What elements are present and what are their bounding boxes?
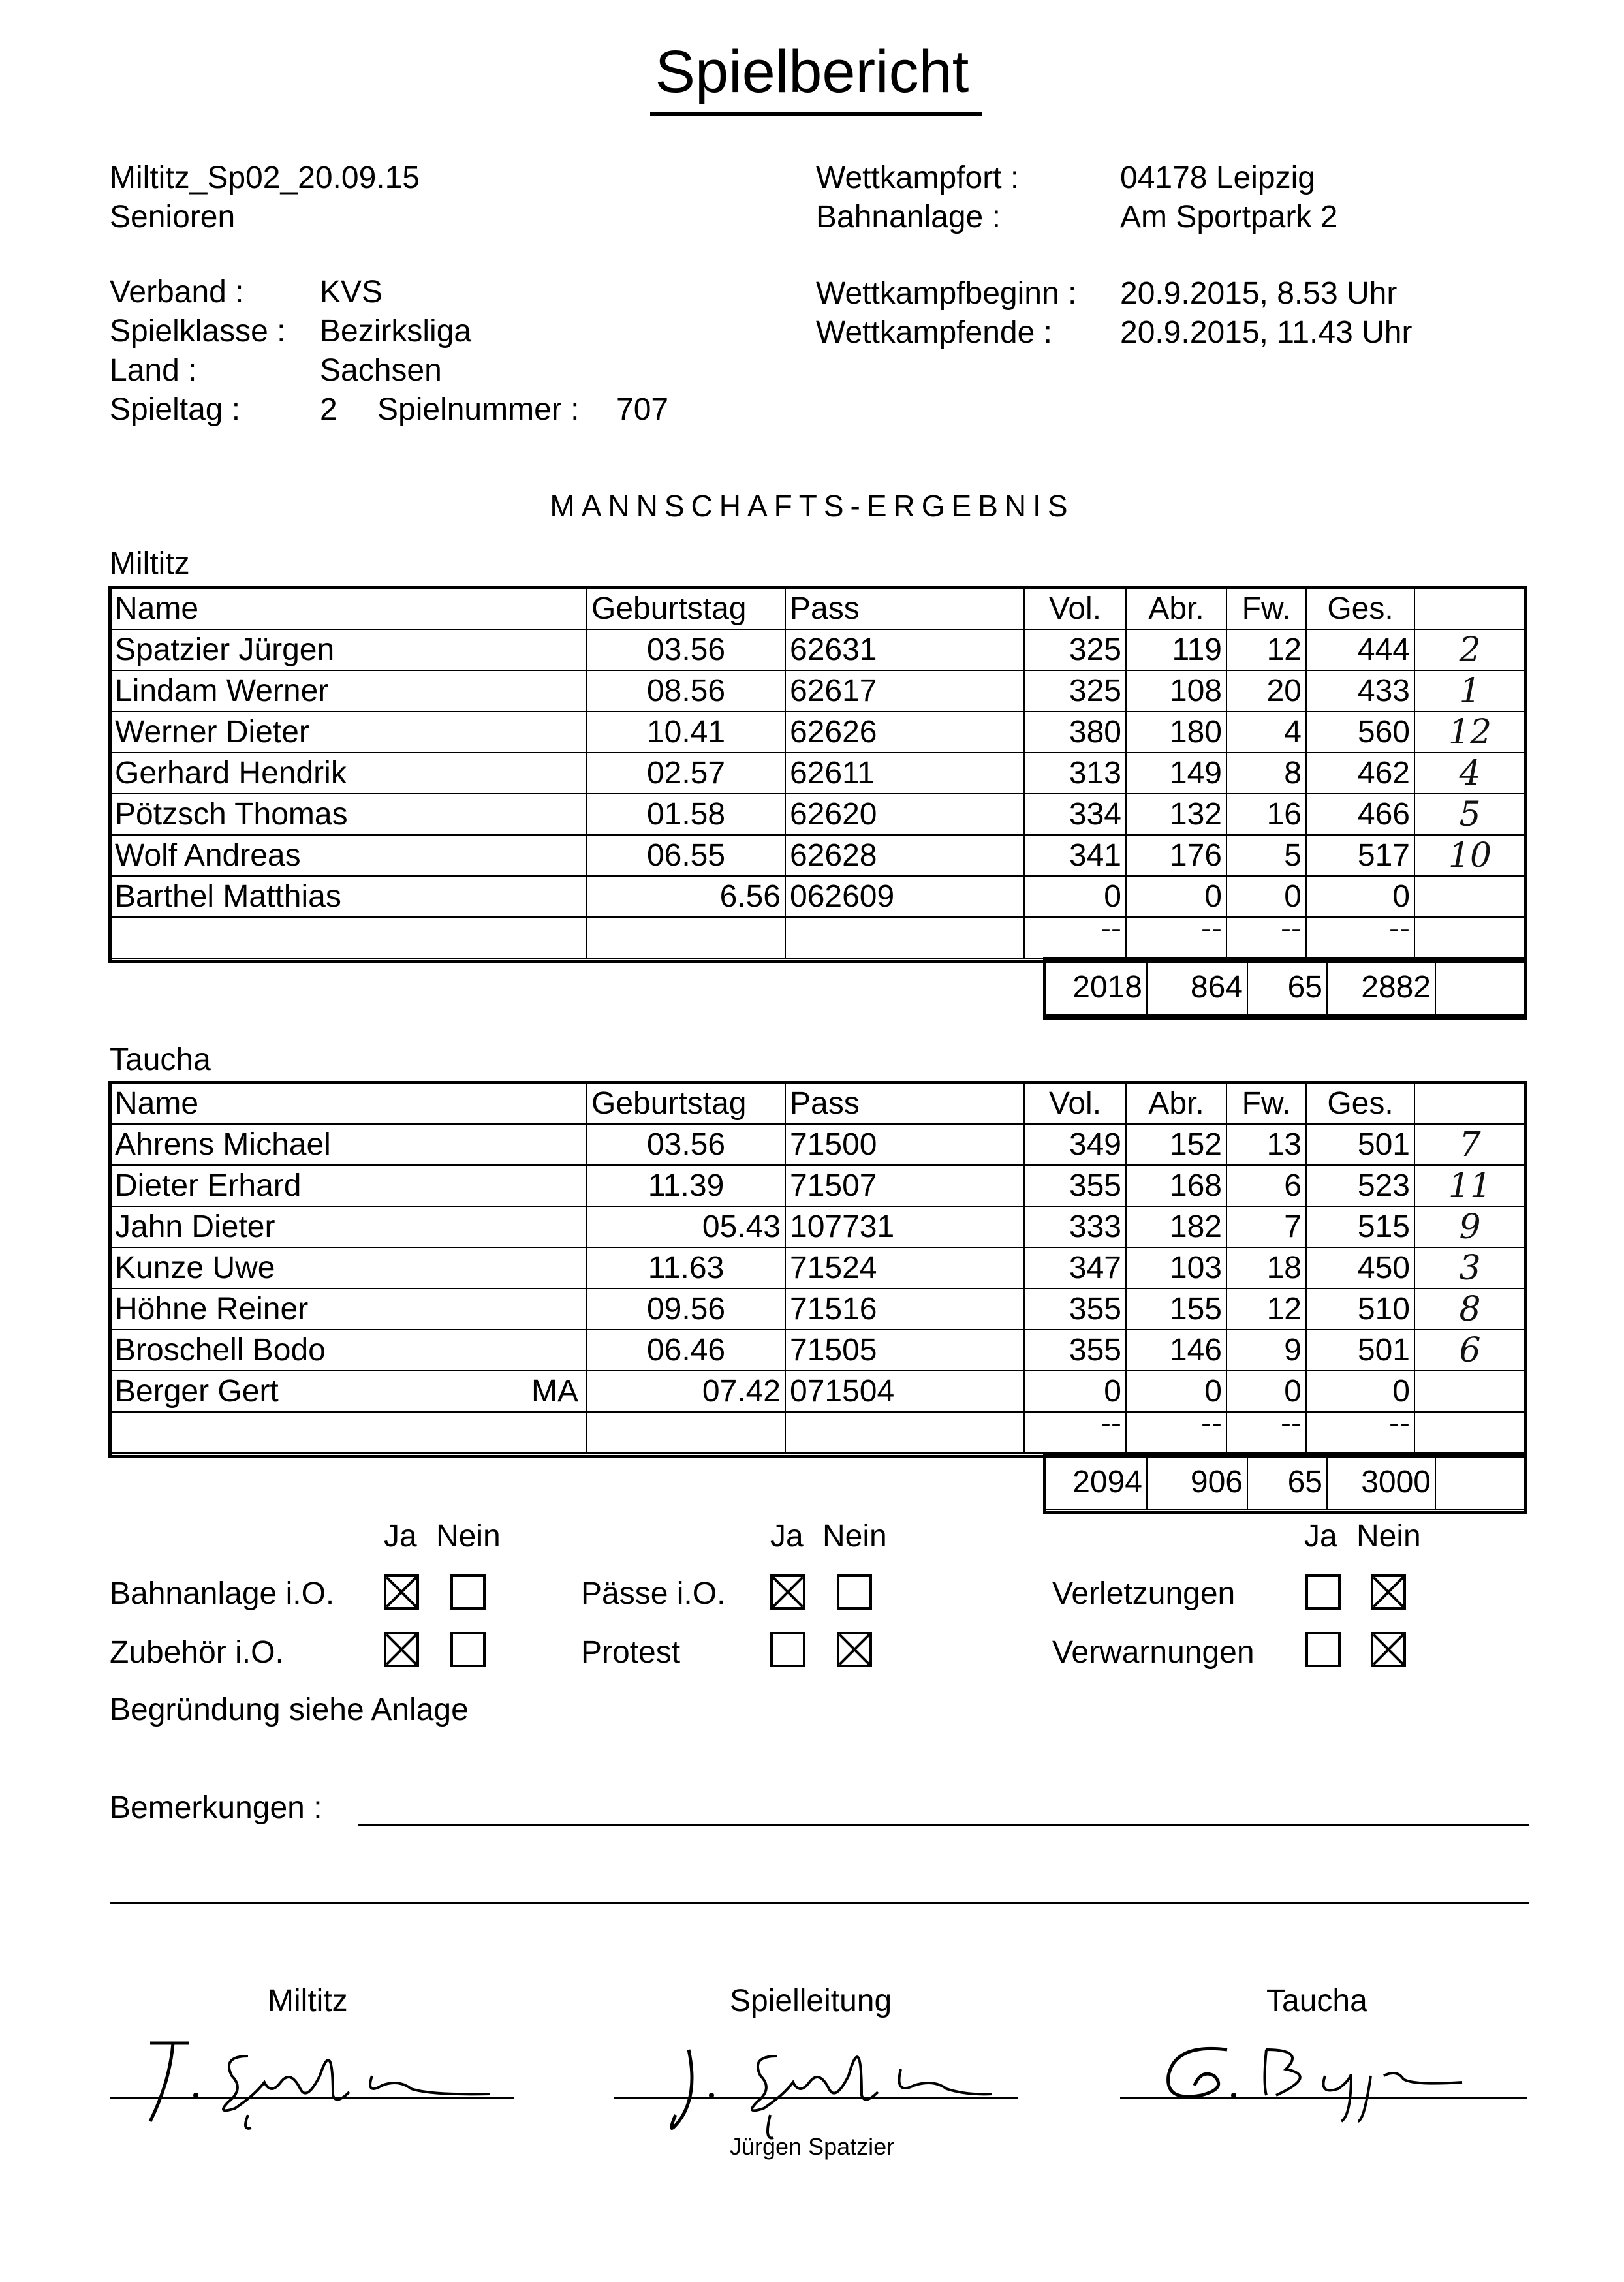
beginn-value: 20.9.2015, 8.53 Uhr (1120, 276, 1398, 311)
player-name-cell (110, 711, 587, 753)
empty-cell (785, 917, 1024, 958)
player-name-cell (110, 1165, 587, 1206)
table-row (110, 753, 1525, 794)
player-name-cell (110, 1289, 587, 1330)
player-ma-flag: MA (531, 1373, 578, 1409)
table-row (110, 1124, 1525, 1165)
empty-cell (110, 917, 587, 958)
signature-label-spielleitung: Spielleitung (730, 1984, 892, 2018)
team-total-table (1044, 1453, 1526, 1510)
ende-value: 20.9.2015, 11.43 Uhr (1120, 315, 1413, 350)
team-name: Miltitz (110, 546, 190, 581)
player-vol: 347 (1024, 1247, 1126, 1289)
player-abr: 168 (1126, 1165, 1226, 1206)
total-ges: 2882 (1327, 959, 1435, 1015)
wettkampfort-value: 04178 Leipzig (1120, 161, 1315, 195)
player-abr: 149 (1126, 753, 1226, 794)
player-name-cell (110, 670, 587, 711)
player-rank-handwritten: 4 (1414, 753, 1525, 794)
player-vol: 313 (1024, 753, 1126, 794)
spielklasse-label: Spielklasse : (110, 314, 286, 349)
table-row (110, 1330, 1525, 1371)
player-vol: 325 (1024, 670, 1126, 711)
player-rank-handwritten: 11 (1414, 1165, 1525, 1206)
player-pass: 62620 (785, 794, 1024, 835)
player-ges: 0 (1306, 876, 1414, 917)
bemerkungen-line[interactable] (110, 1902, 1529, 1904)
table-row-empty (110, 917, 1525, 958)
verband-label: Verband : (110, 275, 244, 309)
player-fw: 0 (1226, 876, 1306, 917)
team-total-row (1045, 959, 1525, 1015)
player-vol: 341 (1024, 835, 1126, 876)
table-row (110, 1206, 1525, 1247)
empty-dash: -- (1024, 1412, 1126, 1453)
player-abr: 155 (1126, 1289, 1226, 1330)
player-ges: 510 (1306, 1289, 1414, 1330)
player-fw: 12 (1226, 1289, 1306, 1330)
player-pass: 71524 (785, 1247, 1024, 1289)
spielnummer-label: Spielnummer : (377, 392, 580, 427)
player-abr: 108 (1126, 670, 1226, 711)
player-fw: 9 (1226, 1330, 1306, 1371)
table-row (110, 1371, 1525, 1412)
player-pass: 71505 (785, 1330, 1024, 1371)
player-name: Broschell Bodo (115, 1332, 326, 1368)
column-header: Ges. (1306, 588, 1414, 629)
player-abr: 180 (1126, 711, 1226, 753)
signature-label-miltitz: Miltitz (268, 1984, 348, 2018)
nein-header: Nein (1356, 1519, 1421, 1554)
bemerkungen-label: Bemerkungen : (110, 1790, 322, 1825)
player-fw: 7 (1226, 1206, 1306, 1247)
section-title: MANNSCHAFTS-ERGEBNIS (550, 489, 1074, 523)
player-pass: 071504 (785, 1371, 1024, 1412)
player-name: Pötzsch Thomas (115, 796, 348, 832)
total-fw: 65 (1247, 1454, 1327, 1510)
signature-miltitz-image (124, 2017, 529, 2148)
player-birth: 06.55 (587, 835, 785, 876)
player-rank-handwritten (1414, 876, 1525, 917)
empty-cell (1435, 959, 1525, 1015)
player-ges: 501 (1306, 1330, 1414, 1371)
column-header: Ges. (1306, 1083, 1414, 1124)
column-header: Abr. (1126, 588, 1226, 629)
verletzungen-ja-checkbox[interactable] (1305, 1574, 1341, 1610)
player-pass: 71516 (785, 1289, 1024, 1330)
rank-header (1414, 1083, 1525, 1124)
player-pass: 62628 (785, 835, 1024, 876)
player-ges: 523 (1306, 1165, 1414, 1206)
player-ges: 501 (1306, 1124, 1414, 1165)
empty-cell (785, 1412, 1024, 1453)
player-ges: 444 (1306, 629, 1414, 670)
player-abr: 0 (1126, 876, 1226, 917)
beginn-label: Wettkampfbeginn : (816, 276, 1077, 311)
player-birth: 05.43 (587, 1206, 785, 1247)
player-name-cell (110, 1124, 587, 1165)
table-row (110, 629, 1525, 670)
player-birth: 03.56 (587, 1124, 785, 1165)
empty-cell (587, 1412, 785, 1453)
team-total-table (1044, 958, 1526, 1016)
player-name: Berger Gert (115, 1373, 279, 1409)
player-birth: 01.58 (587, 794, 785, 835)
protest-check-label: Protest (581, 1635, 681, 1670)
player-rank-handwritten: 5 (1414, 794, 1525, 835)
player-ges: 517 (1306, 835, 1414, 876)
player-rank-handwritten: 6 (1414, 1330, 1525, 1371)
player-pass: 62611 (785, 753, 1024, 794)
spielklasse-value: Bezirksliga (320, 314, 472, 349)
empty-cell (110, 1412, 587, 1453)
column-header: Abr. (1126, 1083, 1226, 1124)
player-name: Werner Dieter (115, 714, 309, 749)
player-fw: 8 (1226, 753, 1306, 794)
player-name-cell (110, 794, 587, 835)
player-birth: 09.56 (587, 1289, 785, 1330)
player-birth: 11.63 (587, 1247, 785, 1289)
protest-ja-checkbox[interactable] (770, 1632, 805, 1667)
empty-cell (1435, 1454, 1525, 1510)
player-rank-handwritten: 2 (1414, 629, 1525, 670)
empty-dash: -- (1126, 1412, 1226, 1453)
bahnanlage-label: Bahnanlage : (816, 200, 1001, 234)
player-abr: 103 (1126, 1247, 1226, 1289)
player-abr: 182 (1126, 1206, 1226, 1247)
player-vol: 0 (1024, 876, 1126, 917)
player-pass: 62626 (785, 711, 1024, 753)
player-birth: 06.46 (587, 1330, 785, 1371)
table-row (110, 1247, 1525, 1289)
player-name-cell (110, 1371, 587, 1412)
bahnanlage-check-label: Bahnanlage i.O. (110, 1576, 335, 1611)
paesse-nein-checkbox[interactable] (837, 1574, 872, 1610)
player-fw: 12 (1226, 629, 1306, 670)
verwarnungen-check-label: Verwarnungen (1052, 1635, 1255, 1670)
player-ges: 466 (1306, 794, 1414, 835)
zubehoer-ja-checkbox[interactable] (384, 1632, 419, 1667)
player-vol: 355 (1024, 1330, 1126, 1371)
player-abr: 152 (1126, 1124, 1226, 1165)
empty-dash: -- (1024, 917, 1126, 958)
total-vol: 2094 (1045, 1454, 1147, 1510)
player-vol: 334 (1024, 794, 1126, 835)
nein-header: Nein (436, 1519, 501, 1554)
player-fw: 0 (1226, 1371, 1306, 1412)
player-name: Höhne Reiner (115, 1291, 309, 1326)
ja-header: Ja (770, 1519, 804, 1554)
bahnanlage-nein-checkbox[interactable] (450, 1574, 486, 1610)
zubehoer-check-label: Zubehör i.O. (110, 1635, 284, 1670)
player-name-cell (110, 753, 587, 794)
column-header: Vol. (1024, 1083, 1126, 1124)
empty-cell (1414, 1412, 1525, 1453)
title-underline (650, 112, 982, 116)
land-value: Sachsen (320, 353, 442, 388)
table-row (110, 835, 1525, 876)
ja-header: Ja (1304, 1519, 1337, 1554)
verletzungen-nein-checkbox[interactable] (1371, 1574, 1406, 1610)
rank-header (1414, 588, 1525, 629)
player-abr: 0 (1126, 1371, 1226, 1412)
player-vol: 380 (1024, 711, 1126, 753)
signature-label-taucha: Taucha (1266, 1984, 1367, 2018)
column-header: Pass (785, 588, 1024, 629)
player-fw: 20 (1226, 670, 1306, 711)
player-ges: 0 (1306, 1371, 1414, 1412)
empty-dash: -- (1226, 917, 1306, 958)
column-header: Geburtstag (587, 1083, 785, 1124)
player-rank-handwritten: 1 (1414, 670, 1525, 711)
player-name: Kunze Uwe (115, 1250, 275, 1285)
team-table (110, 1082, 1526, 1454)
player-ges: 560 (1306, 711, 1414, 753)
player-pass: 62617 (785, 670, 1024, 711)
verletzungen-check-label: Verletzungen (1052, 1576, 1236, 1611)
player-birth: 02.57 (587, 753, 785, 794)
empty-dash: -- (1306, 1412, 1414, 1453)
player-pass: 71500 (785, 1124, 1024, 1165)
player-fw: 6 (1226, 1165, 1306, 1206)
player-ges: 515 (1306, 1206, 1414, 1247)
bahnanlage-ja-checkbox[interactable] (384, 1574, 419, 1610)
team-total-row (1045, 1454, 1525, 1510)
begruendung-text: Begründung siehe Anlage (110, 1693, 469, 1727)
spieltag-value: 2 (320, 392, 337, 427)
column-header: Geburtstag (587, 588, 785, 629)
player-rank-handwritten: 9 (1414, 1206, 1525, 1247)
column-header: Fw. (1226, 588, 1306, 629)
total-abr: 906 (1147, 1454, 1247, 1510)
player-vol: 333 (1024, 1206, 1126, 1247)
player-birth: 03.56 (587, 629, 785, 670)
category: Senioren (110, 200, 236, 234)
player-ges: 462 (1306, 753, 1414, 794)
player-abr: 119 (1126, 629, 1226, 670)
player-name: Ahrens Michael (115, 1127, 331, 1162)
player-fw: 16 (1226, 794, 1306, 835)
table-row (110, 711, 1525, 753)
player-pass: 062609 (785, 876, 1024, 917)
nein-header: Nein (822, 1519, 887, 1554)
total-vol: 2018 (1045, 959, 1147, 1015)
match-code: Miltitz_Sp02_20.09.15 (110, 161, 420, 195)
player-birth: 07.42 (587, 1371, 785, 1412)
empty-cell (1414, 917, 1525, 958)
player-name-cell (110, 835, 587, 876)
player-name: Gerhard Hendrik (115, 755, 347, 790)
player-name-cell (110, 876, 587, 917)
player-birth: 10.41 (587, 711, 785, 753)
empty-cell (587, 917, 785, 958)
player-name: Dieter Erhard (115, 1168, 302, 1203)
player-pass: 107731 (785, 1206, 1024, 1247)
player-name: Jahn Dieter (115, 1209, 275, 1244)
player-fw: 18 (1226, 1247, 1306, 1289)
player-birth: 11.39 (587, 1165, 785, 1206)
table-row (110, 1289, 1525, 1330)
player-vol: 0 (1024, 1371, 1126, 1412)
player-pass: 71507 (785, 1165, 1024, 1206)
spielleitung-name: Jürgen Spatzier (730, 2133, 895, 2160)
verwarnungen-nein-checkbox[interactable] (1371, 1632, 1406, 1667)
paesse-check-label: Pässe i.O. (581, 1576, 726, 1611)
empty-dash: -- (1126, 917, 1226, 958)
wettkampfort-label: Wettkampfort : (816, 161, 1020, 195)
team-name: Taucha (110, 1042, 211, 1077)
player-rank-handwritten: 7 (1414, 1124, 1525, 1165)
player-ges: 450 (1306, 1247, 1414, 1289)
bahnanlage-value: Am Sportpark 2 (1120, 200, 1338, 234)
empty-dash: -- (1306, 917, 1414, 958)
paesse-ja-checkbox[interactable] (770, 1574, 805, 1610)
team-table (110, 587, 1526, 959)
player-rank-handwritten: 8 (1414, 1289, 1525, 1330)
signature-taucha-image (1136, 2024, 1540, 2128)
player-name-cell (110, 1330, 587, 1371)
verband-value: KVS (320, 275, 383, 309)
player-name: Barthel Matthias (115, 879, 341, 914)
table-row (110, 794, 1525, 835)
total-abr: 864 (1147, 959, 1247, 1015)
player-fw: 4 (1226, 711, 1306, 753)
column-header: Pass (785, 1083, 1024, 1124)
land-label: Land : (110, 353, 197, 388)
player-ges: 433 (1306, 670, 1414, 711)
player-vol: 349 (1024, 1124, 1126, 1165)
player-rank-handwritten: 10 (1414, 835, 1525, 876)
ende-label: Wettkampfende : (816, 315, 1052, 350)
player-birth: 6.56 (587, 876, 785, 917)
column-header: Name (110, 1083, 587, 1124)
player-abr: 146 (1126, 1330, 1226, 1371)
table-row-empty (110, 1412, 1525, 1453)
table-row (110, 1165, 1525, 1206)
player-fw: 5 (1226, 835, 1306, 876)
protest-nein-checkbox[interactable] (837, 1632, 872, 1667)
table-header-row (110, 1083, 1525, 1124)
spieltag-label: Spieltag : (110, 392, 241, 427)
total-ges: 3000 (1327, 1454, 1435, 1510)
bemerkungen-line[interactable] (358, 1824, 1529, 1826)
page-title: Spielbericht (655, 39, 969, 105)
player-vol: 325 (1024, 629, 1126, 670)
player-fw: 13 (1226, 1124, 1306, 1165)
player-name: Spatzier Jürgen (115, 632, 335, 667)
player-name-cell (110, 1247, 587, 1289)
column-header: Vol. (1024, 588, 1126, 629)
player-vol: 355 (1024, 1165, 1126, 1206)
total-fw: 65 (1247, 959, 1327, 1015)
verwarnungen-ja-checkbox[interactable] (1305, 1632, 1341, 1667)
player-rank-handwritten: 3 (1414, 1247, 1525, 1289)
player-abr: 132 (1126, 794, 1226, 835)
player-birth: 08.56 (587, 670, 785, 711)
player-abr: 176 (1126, 835, 1226, 876)
player-pass: 62631 (785, 629, 1024, 670)
column-header: Name (110, 588, 587, 629)
table-row (110, 670, 1525, 711)
player-rank-handwritten (1414, 1371, 1525, 1412)
player-name-cell (110, 1206, 587, 1247)
player-name: Wolf Andreas (115, 837, 301, 873)
player-vol: 355 (1024, 1289, 1126, 1330)
table-row (110, 876, 1525, 917)
player-rank-handwritten: 12 (1414, 711, 1525, 753)
ja-header: Ja (384, 1519, 417, 1554)
player-name: Lindam Werner (115, 673, 329, 708)
empty-dash: -- (1226, 1412, 1306, 1453)
table-header-row (110, 588, 1525, 629)
column-header: Fw. (1226, 1083, 1306, 1124)
player-name-cell (110, 629, 587, 670)
signature-spielleitung-image (627, 2017, 1031, 2148)
spielnummer-value: 707 (616, 392, 669, 427)
zubehoer-nein-checkbox[interactable] (450, 1632, 486, 1667)
